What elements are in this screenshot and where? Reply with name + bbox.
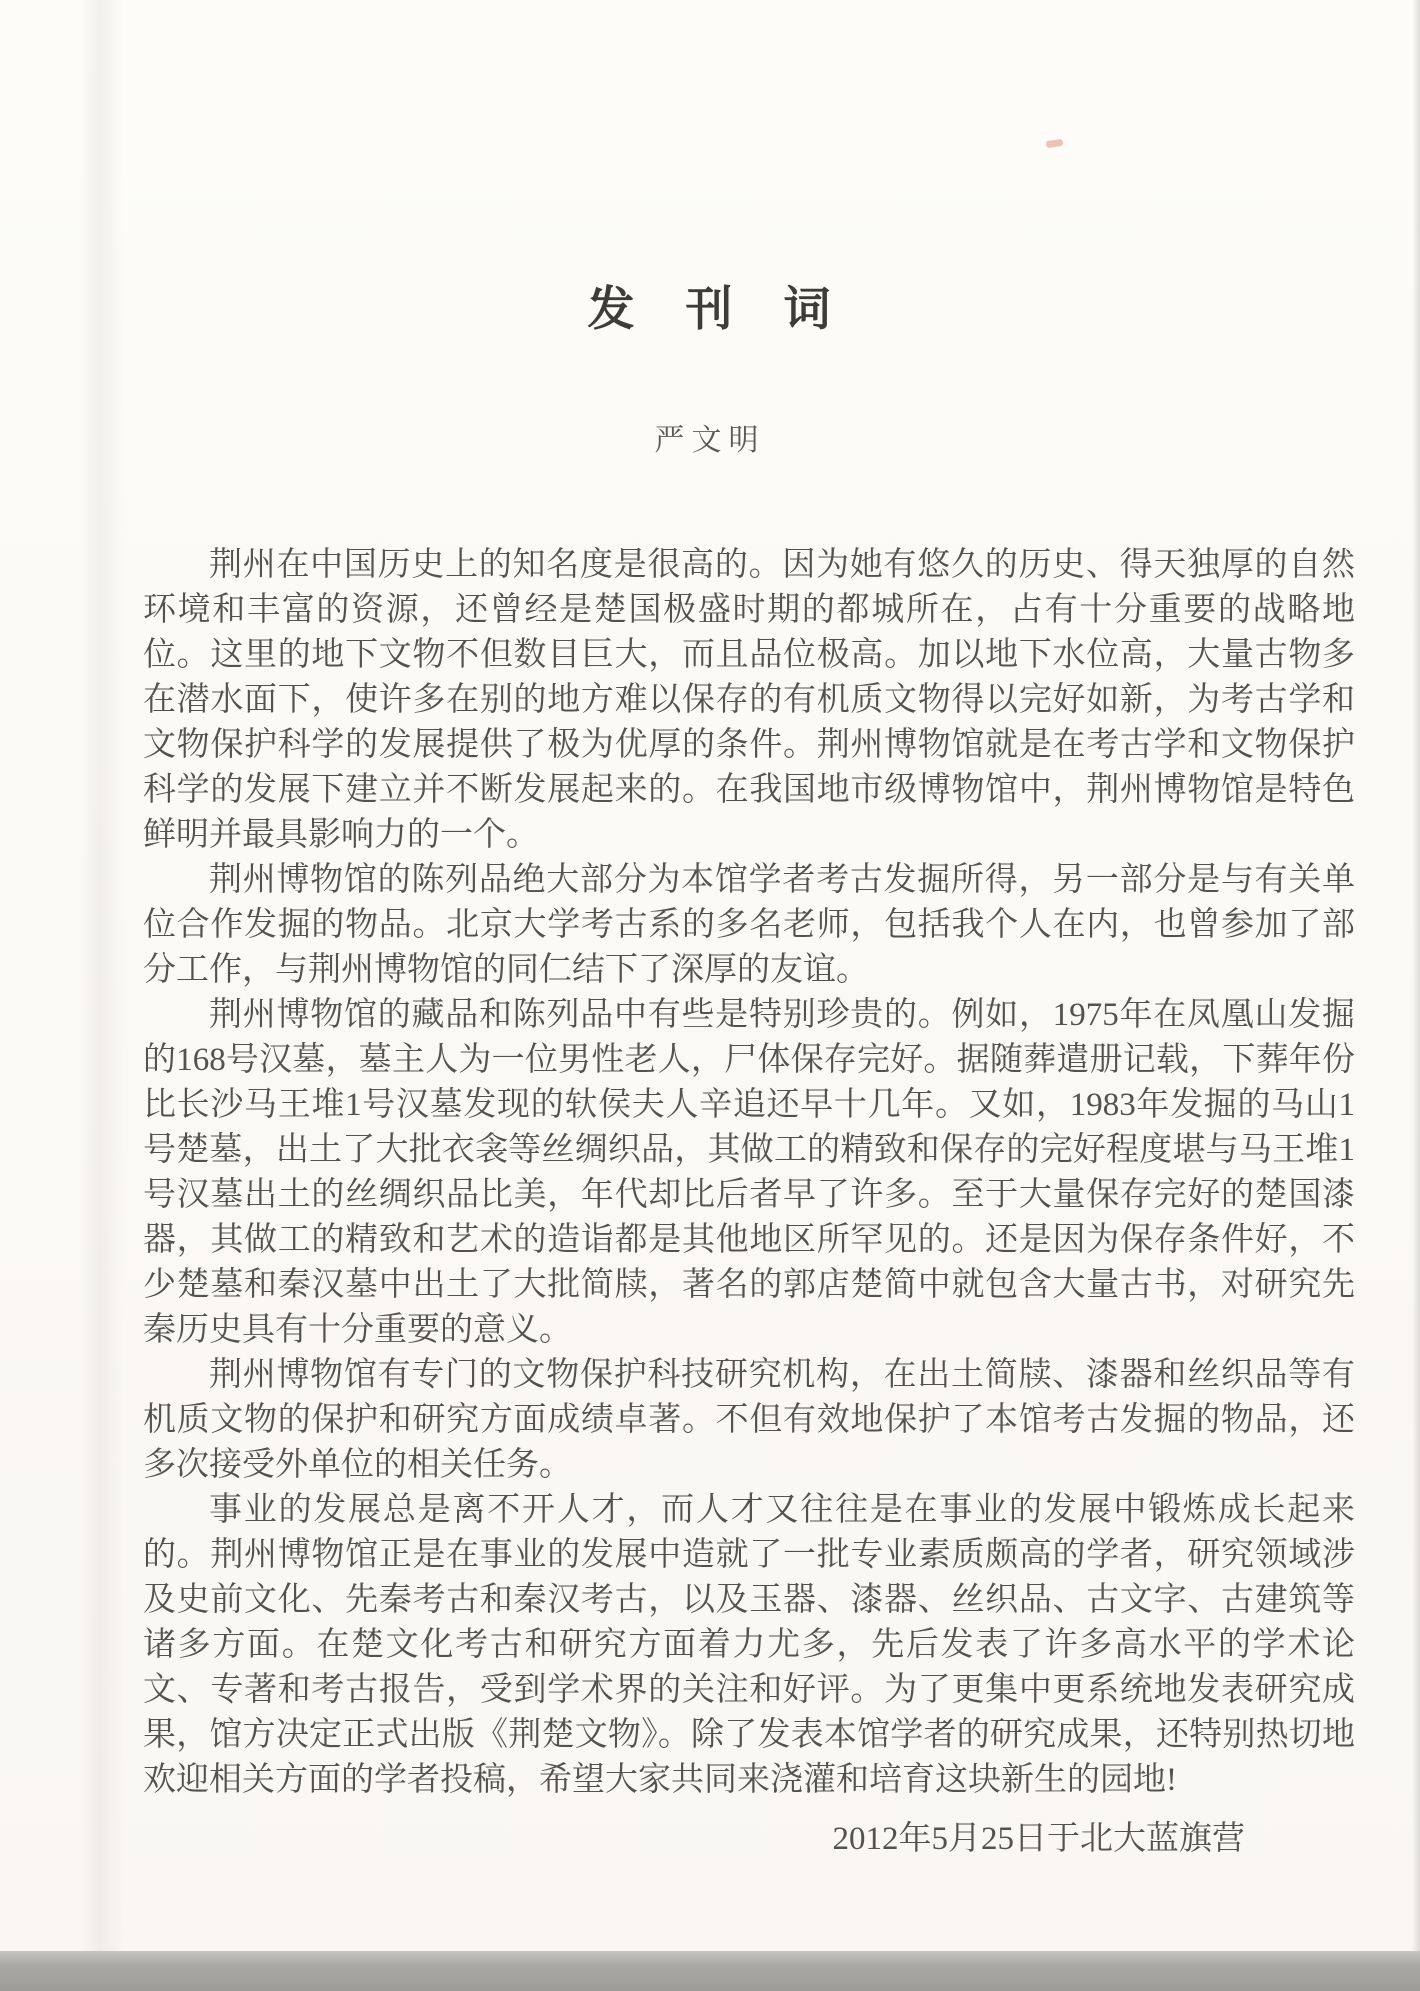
paragraph-1: 荆州在中国历史上的知名度是很高的。因为她有悠久的历史、得天独厚的自然环境和丰富的资源，还曾经是楚国极盛时期的都城所在，占有十分重要的战略地位。这里的地下文物不但数目巨大，而且品位极高。加以地下水位高，大量古物多在潜水面下，使许多在别的地方难以保存的有机质文物得以完好如新，为考古学和文物保护科学的发展提供了极为优厚的条件。荆州博物馆就是在考古学和文物保护科学的发展下建立并不断发展起来的。在我国地市级博物馆中，荆州博物馆是特色鲜明并最具影响力的一个。 [143,547,1355,853]
paragraph-2: 荆州博物馆的陈列品绝大部分为本馆学者考古发掘所得，另一部分是与有关单位合作发掘的物品。北京大学考古系的多名老师，包括我个人在内，也曾参加了部分工作，与荆州博物馆的同仁结下了深厚的友谊。 [143,862,1355,988]
body-text [143,543,1355,1862]
dateline: 2012年5月25日于北大蓝旗营 [832,1821,1245,1857]
paragraph-3: 荆州博物馆的藏品和陈列品中有些是特别珍贵的。例如，1975年在凤凰山发掘的168号汉墓，墓主人为一位男性老人，尸体保存完好。据随葬遣册记载，下葬年份比长沙马王堆1号汉墓发现的轪侯夫人辛追还早十几年。又如，1983年发掘的马山1号楚墓，出土了大批衣衾等丝绸织品，其做工的精致和保存的完好程度堪与马王堆1号汉墓出土的丝绸织品比美，年代却比后者早了许多。至于大量保存完好的楚国漆器，其做工的精致和艺术的造诣都是其他地区所罕见的。还是因为保存条件好，不少楚墓和秦汉墓中出土了大批简牍，著名的郭店楚简中就包含大量古书，对研究先秦历史具有十分重要的意义。 [143,997,1355,1348]
page-title: 发 刊 词 [587,284,833,336]
paragraph-4: 荆州博物馆有专门的文物保护科技研究机构，在出土简牍、漆器和丝织品等有机质文物的保护和研究方面成绩卓著。不但有效地保护了本馆考古发掘的物品，还多次接受外单位的相关任务。 [143,1357,1355,1483]
scan-edge-right [1412,0,1420,1991]
author-name: 严文明 [654,424,766,457]
scan-edge-bottom [0,1951,1420,1991]
paragraph-5: 事业的发展总是离不开人才，而人才又往往是在事业的发展中锻炼成长起来的。荆州博物馆正是在事业的发展中造就了一批专业素质颇高的学者，研究领域涉及史前文化、先秦考古和秦汉考古，以及玉器、漆器、丝织品、古文字、古建筑等诸多方面。在楚文化考古和研究方面着力尤多，先后发表了许多高水平的学术论文、专著和考古报告，受到学术界的关注和好评。为了更集中更系统地发表研究成果，馆方决定正式出版《荆楚文物》。除了发表本馆学者的研究成果，还特别热切地欢迎相关方面的学者投稿，希望大家共同来浇灌和培育这块新生的园地! [143,1492,1355,1798]
